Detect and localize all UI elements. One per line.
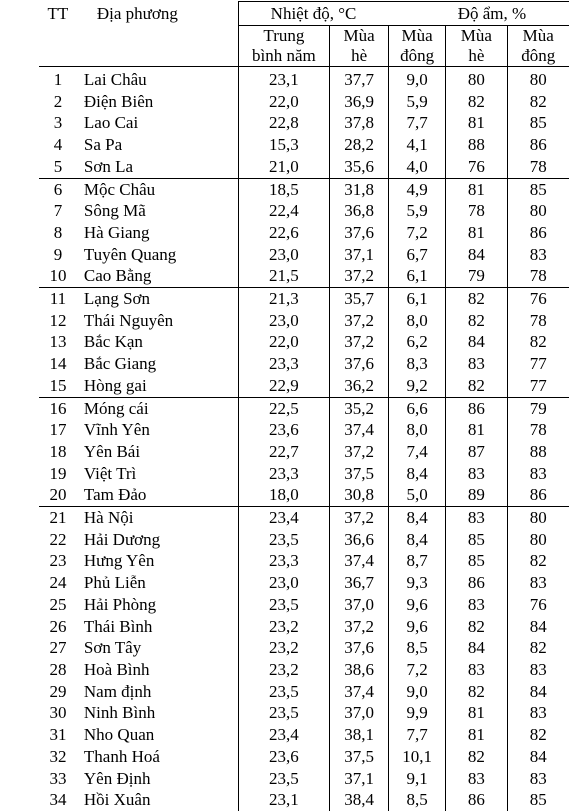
cell-tt: 21 bbox=[49, 508, 67, 528]
cell-avg-year: 23,3 bbox=[238, 353, 330, 375]
cell-humidity-summer: 82 bbox=[446, 91, 507, 113]
cell-avg-year: 22,8 bbox=[238, 112, 330, 134]
cell-humidity-summer: 84 bbox=[446, 244, 507, 266]
cell-avg-year: 18,0 bbox=[238, 484, 330, 506]
table-row bbox=[39, 529, 569, 551]
cell-humidity-summer: 82 bbox=[446, 746, 507, 768]
table-row bbox=[39, 616, 569, 638]
cell-humidity-summer: 85 bbox=[446, 550, 507, 572]
cell-tt: 16 bbox=[49, 398, 67, 418]
table-row bbox=[39, 681, 569, 703]
cell-humidity-summer: 86 bbox=[446, 397, 507, 419]
cell-humidity-summer: 81 bbox=[446, 178, 507, 200]
cell-winter-temp: 6,6 bbox=[388, 397, 445, 419]
cell-humidity-winter: 83 bbox=[507, 244, 569, 266]
table-row bbox=[39, 112, 569, 134]
cell-humidity-summer: 83 bbox=[446, 594, 507, 616]
cell-avg-year: 23,0 bbox=[238, 572, 330, 594]
cell-humidity-summer: 78 bbox=[446, 200, 507, 222]
cell-winter-temp: 9,0 bbox=[388, 67, 445, 91]
cell-tt: 18 bbox=[49, 441, 67, 461]
cell-tt: 20 bbox=[39, 484, 77, 506]
cell-humidity-winter: 84 bbox=[507, 746, 569, 768]
cell-humidity-winter: 80 bbox=[507, 507, 569, 529]
table-row bbox=[39, 768, 569, 790]
cell-tt: 23 bbox=[49, 551, 67, 571]
cell-winter-temp: 6,1 bbox=[388, 265, 445, 287]
cell-summer-temp: 37,1 bbox=[330, 244, 389, 266]
table-row bbox=[39, 724, 569, 746]
cell-humidity-summer: 83 bbox=[446, 463, 507, 485]
cell-summer-temp: 37,2 bbox=[330, 441, 389, 463]
cell-avg-year: 23,3 bbox=[238, 463, 330, 485]
cell-avg-year: 23,2 bbox=[238, 637, 330, 659]
cell-humidity-summer: 89 bbox=[446, 484, 507, 506]
cell-tt: 6 bbox=[53, 179, 63, 199]
cell-tt: 3 bbox=[53, 113, 63, 133]
table-body bbox=[39, 67, 569, 811]
header-location: Địa phương bbox=[96, 4, 178, 23]
cell-humidity-winter: 76 bbox=[507, 288, 569, 310]
cell-tt: 15 bbox=[39, 375, 77, 397]
cell-tt: 10 bbox=[39, 265, 77, 287]
cell-avg-year: 23,2 bbox=[238, 616, 330, 638]
cell-avg-year: 21,5 bbox=[238, 265, 330, 287]
cell-summer-temp: 38,1 bbox=[330, 724, 389, 746]
cell-humidity-summer: 84 bbox=[446, 637, 507, 659]
cell-location: Lai Châu bbox=[83, 70, 147, 89]
cell-summer-temp: 37,6 bbox=[330, 353, 389, 375]
cell-humidity-winter: 85 bbox=[507, 178, 569, 200]
cell-humidity-summer: 83 bbox=[446, 768, 507, 790]
cell-avg-year: 23,0 bbox=[238, 244, 330, 266]
cell-winter-temp: 10,1 bbox=[388, 746, 445, 768]
cell-location: Nam định bbox=[83, 681, 152, 701]
cell-avg-year: 22,0 bbox=[238, 331, 330, 353]
cell-winter-temp: 7,7 bbox=[388, 112, 445, 134]
cell-tt: 5 bbox=[39, 156, 77, 178]
cell-tt: 30 bbox=[49, 703, 67, 723]
cell-humidity-winter: 78 bbox=[507, 265, 569, 287]
cell-winter-temp: 8,0 bbox=[388, 310, 445, 332]
cell-summer-temp: 37,4 bbox=[330, 550, 389, 572]
climate-table bbox=[39, 1, 569, 811]
cell-winter-temp: 8,0 bbox=[388, 419, 445, 441]
cell-avg-year: 21,3 bbox=[238, 288, 330, 310]
cell-winter-temp: 8,5 bbox=[388, 789, 445, 811]
cell-summer-temp: 31,8 bbox=[330, 178, 389, 200]
cell-summer-temp: 37,1 bbox=[330, 768, 389, 790]
cell-summer-temp: 35,7 bbox=[330, 288, 389, 310]
cell-winter-temp: 6,7 bbox=[388, 244, 445, 266]
cell-tt: 24 bbox=[49, 573, 67, 593]
cell-summer-temp: 37,5 bbox=[330, 463, 389, 485]
cell-location: Hoà Bình bbox=[83, 659, 150, 679]
cell-humidity-summer: 86 bbox=[446, 572, 507, 594]
cell-humidity-winter: 85 bbox=[507, 789, 569, 811]
cell-summer-temp: 36,7 bbox=[330, 572, 389, 594]
cell-tt: 13 bbox=[49, 332, 67, 352]
cell-humidity-summer: 80 bbox=[446, 67, 507, 91]
cell-avg-year: 23,6 bbox=[238, 419, 330, 441]
cell-humidity-summer: 79 bbox=[446, 265, 507, 287]
cell-winter-temp: 7,2 bbox=[388, 222, 445, 244]
cell-humidity-winter: 86 bbox=[507, 484, 569, 506]
table-row bbox=[39, 375, 569, 397]
cell-avg-year: 22,5 bbox=[238, 397, 330, 419]
cell-summer-temp: 37,5 bbox=[330, 746, 389, 768]
cell-location: Thái Nguyên bbox=[83, 310, 174, 330]
cell-humidity-summer: 76 bbox=[446, 156, 507, 178]
cell-tt: 1 bbox=[53, 70, 63, 89]
table-row bbox=[39, 67, 569, 91]
cell-winter-temp: 9,0 bbox=[388, 681, 445, 703]
table-row bbox=[39, 637, 569, 659]
cell-humidity-summer: 88 bbox=[446, 134, 507, 156]
cell-humidity-winter: 82 bbox=[507, 550, 569, 572]
cell-humidity-summer: 81 bbox=[446, 724, 507, 746]
cell-humidity-winter: 82 bbox=[507, 724, 569, 746]
table-row bbox=[39, 156, 569, 178]
cell-humidity-summer: 82 bbox=[446, 375, 507, 397]
cell-winter-temp: 9,6 bbox=[388, 616, 445, 638]
cell-winter-temp: 5,9 bbox=[388, 91, 445, 113]
header-temperature-label: Nhiệt độ, °C bbox=[270, 4, 357, 23]
cell-tt: 11 bbox=[49, 289, 67, 309]
cell-location: Phủ Liễn bbox=[83, 573, 146, 593]
cell-summer-temp: 36,8 bbox=[330, 200, 389, 222]
cell-humidity-winter: 77 bbox=[507, 375, 569, 397]
cell-tt: 34 bbox=[49, 790, 67, 810]
header-winter: Mùa đông bbox=[388, 26, 445, 67]
cell-humidity-summer: 82 bbox=[446, 288, 507, 310]
table-row bbox=[39, 310, 569, 332]
cell-tt: 12 bbox=[49, 310, 67, 330]
cell-winter-temp: 8,4 bbox=[388, 507, 445, 529]
cell-winter-temp: 9,9 bbox=[388, 702, 445, 724]
table-row bbox=[39, 702, 569, 724]
cell-humidity-winter: 84 bbox=[507, 616, 569, 638]
cell-summer-temp: 37,0 bbox=[330, 594, 389, 616]
cell-humidity-winter: 86 bbox=[507, 134, 569, 156]
header-temperature bbox=[238, 2, 388, 26]
table-row bbox=[39, 441, 569, 463]
cell-winter-temp: 4,0 bbox=[388, 156, 445, 178]
cell-humidity-summer: 81 bbox=[446, 222, 507, 244]
cell-avg-year: 23,1 bbox=[238, 67, 330, 91]
cell-humidity-winter: 82 bbox=[507, 331, 569, 353]
header-avg-year: Trung bình năm bbox=[238, 26, 330, 67]
header-humidity-winter: Mùa đông bbox=[507, 26, 569, 67]
cell-summer-temp: 36,2 bbox=[330, 375, 389, 397]
cell-winter-temp: 8,5 bbox=[388, 637, 445, 659]
table-row bbox=[39, 463, 569, 485]
cell-humidity-winter: 76 bbox=[507, 594, 569, 616]
cell-humidity-summer: 81 bbox=[446, 419, 507, 441]
cell-summer-temp: 37,2 bbox=[330, 310, 389, 332]
cell-avg-year: 23,4 bbox=[238, 724, 330, 746]
cell-location: Điện Biên bbox=[83, 91, 154, 111]
cell-humidity-winter: 82 bbox=[507, 637, 569, 659]
cell-summer-temp: 30,8 bbox=[330, 484, 389, 506]
cell-humidity-winter: 80 bbox=[507, 529, 569, 551]
cell-avg-year: 22,4 bbox=[238, 200, 330, 222]
cell-avg-year: 22,9 bbox=[238, 375, 330, 397]
cell-location: Hải Dương bbox=[83, 529, 161, 549]
cell-location: Ninh Bình bbox=[83, 703, 156, 723]
cell-location: Sơn La bbox=[77, 156, 238, 178]
cell-humidity-summer: 85 bbox=[446, 529, 507, 551]
cell-humidity-summer: 81 bbox=[446, 702, 507, 724]
cell-avg-year: 23,5 bbox=[238, 702, 330, 724]
cell-summer-temp: 35,2 bbox=[330, 397, 389, 419]
cell-humidity-winter: 88 bbox=[507, 441, 569, 463]
cell-winter-temp: 4,9 bbox=[388, 178, 445, 200]
cell-location: Hà Nội bbox=[83, 508, 134, 528]
cell-location: Móng cái bbox=[83, 398, 149, 418]
cell-avg-year: 23,5 bbox=[238, 594, 330, 616]
cell-winter-temp: 6,1 bbox=[388, 288, 445, 310]
cell-avg-year: 22,7 bbox=[238, 441, 330, 463]
cell-humidity-winter: 78 bbox=[507, 419, 569, 441]
cell-location: Hưng Yên bbox=[83, 551, 155, 571]
cell-tt: 25 bbox=[49, 594, 67, 614]
cell-tt: 32 bbox=[49, 746, 67, 766]
cell-winter-temp: 7,2 bbox=[388, 659, 445, 681]
cell-tt: 17 bbox=[49, 420, 67, 440]
cell-winter-temp: 9,6 bbox=[388, 594, 445, 616]
cell-tt: 19 bbox=[49, 463, 67, 483]
cell-tt: 22 bbox=[49, 529, 67, 549]
table-row bbox=[39, 265, 569, 287]
cell-summer-temp: 37,2 bbox=[330, 331, 389, 353]
cell-humidity-winter: 82 bbox=[507, 91, 569, 113]
cell-winter-temp: 8,4 bbox=[388, 529, 445, 551]
cell-humidity-winter: 83 bbox=[507, 702, 569, 724]
cell-tt: 9 bbox=[53, 244, 63, 264]
table-row bbox=[39, 397, 569, 419]
cell-avg-year: 22,6 bbox=[238, 222, 330, 244]
cell-humidity-summer: 82 bbox=[446, 681, 507, 703]
cell-humidity-winter: 86 bbox=[507, 222, 569, 244]
header-tt: TT bbox=[47, 4, 69, 23]
cell-summer-temp: 37,0 bbox=[330, 702, 389, 724]
cell-tt: 27 bbox=[49, 638, 67, 658]
cell-humidity-winter: 83 bbox=[507, 659, 569, 681]
cell-humidity-summer: 83 bbox=[446, 507, 507, 529]
cell-location: Sơn Tây bbox=[83, 638, 142, 658]
table-row bbox=[39, 244, 569, 266]
cell-summer-temp: 38,6 bbox=[330, 659, 389, 681]
cell-location: Thái Bình bbox=[83, 616, 153, 636]
cell-summer-temp: 36,6 bbox=[330, 529, 389, 551]
cell-winter-temp: 7,7 bbox=[388, 724, 445, 746]
cell-tt: 2 bbox=[53, 91, 63, 111]
header-temperature-spacer bbox=[388, 2, 445, 26]
cell-location: Vĩnh Yên bbox=[83, 420, 150, 440]
cell-avg-year: 15,3 bbox=[238, 134, 330, 156]
cell-location: Việt Trì bbox=[83, 463, 137, 483]
cell-tt: 8 bbox=[53, 222, 63, 242]
cell-location: Sa Pa bbox=[83, 135, 123, 155]
header-humidity-summer: Mùa hè bbox=[446, 26, 507, 67]
cell-summer-temp: 38,4 bbox=[330, 789, 389, 811]
cell-humidity-winter: 80 bbox=[507, 67, 569, 91]
cell-tt: 7 bbox=[53, 201, 63, 221]
cell-location: Bắc Kạn bbox=[83, 332, 143, 352]
table-row bbox=[39, 91, 569, 113]
cell-location: Nho Quan bbox=[83, 725, 155, 745]
header-row-1 bbox=[39, 2, 569, 26]
table-row bbox=[39, 746, 569, 768]
cell-tt: 28 bbox=[49, 659, 67, 679]
table-row bbox=[39, 594, 569, 616]
cell-summer-temp: 37,8 bbox=[330, 112, 389, 134]
cell-winter-temp: 8,3 bbox=[388, 353, 445, 375]
table-row bbox=[39, 419, 569, 441]
table-row bbox=[39, 507, 569, 529]
table-row bbox=[39, 200, 569, 222]
cell-winter-temp: 6,2 bbox=[388, 331, 445, 353]
cell-humidity-summer: 82 bbox=[446, 616, 507, 638]
cell-winter-temp: 9,2 bbox=[388, 375, 445, 397]
cell-tt: 4 bbox=[53, 135, 63, 155]
cell-tt: 33 bbox=[49, 768, 67, 788]
cell-humidity-summer: 87 bbox=[446, 441, 507, 463]
cell-location: Hà Giang bbox=[83, 222, 150, 242]
cell-humidity-summer: 81 bbox=[446, 112, 507, 134]
cell-location: Yên Định bbox=[83, 768, 151, 788]
cell-winter-temp: 7,4 bbox=[388, 441, 445, 463]
table-row bbox=[39, 484, 569, 506]
cell-location: Thanh Hoá bbox=[83, 746, 160, 766]
cell-humidity-winter: 83 bbox=[507, 768, 569, 790]
cell-avg-year: 18,5 bbox=[238, 178, 330, 200]
cell-avg-year: 23,5 bbox=[238, 529, 330, 551]
cell-tt: 26 bbox=[49, 616, 67, 636]
cell-humidity-summer: 86 bbox=[446, 789, 507, 811]
table-row bbox=[39, 134, 569, 156]
cell-summer-temp: 37,7 bbox=[330, 67, 389, 91]
cell-location: Lạng Sơn bbox=[83, 289, 151, 309]
cell-summer-temp: 37,2 bbox=[330, 616, 389, 638]
table-row bbox=[39, 572, 569, 594]
cell-winter-temp: 5,0 bbox=[388, 484, 445, 506]
cell-location: Mộc Châu bbox=[83, 179, 156, 199]
cell-humidity-summer: 84 bbox=[446, 331, 507, 353]
cell-avg-year: 23,3 bbox=[238, 550, 330, 572]
cell-humidity-summer: 83 bbox=[446, 659, 507, 681]
cell-humidity-winter: 84 bbox=[507, 681, 569, 703]
table-row bbox=[39, 222, 569, 244]
cell-humidity-winter: 78 bbox=[507, 310, 569, 332]
table-row bbox=[39, 550, 569, 572]
cell-avg-year: 23,4 bbox=[238, 507, 330, 529]
cell-location: Tam Đảo bbox=[77, 484, 238, 506]
table-row bbox=[39, 178, 569, 200]
cell-location: Bắc Giang bbox=[83, 354, 157, 374]
cell-location: Cao Bằng bbox=[77, 265, 238, 287]
cell-summer-temp: 37,6 bbox=[330, 637, 389, 659]
cell-location: Hồi Xuân bbox=[83, 790, 151, 810]
cell-winter-temp: 5,9 bbox=[388, 200, 445, 222]
cell-humidity-winter: 78 bbox=[507, 156, 569, 178]
cell-winter-temp: 4,1 bbox=[388, 134, 445, 156]
cell-tt: 29 bbox=[49, 681, 67, 701]
cell-location: Sông Mã bbox=[83, 201, 146, 221]
cell-summer-temp: 37,4 bbox=[330, 681, 389, 703]
table-row bbox=[39, 288, 569, 310]
cell-summer-temp: 37,6 bbox=[330, 222, 389, 244]
cell-avg-year: 23,5 bbox=[238, 768, 330, 790]
cell-summer-temp: 36,9 bbox=[330, 91, 389, 113]
cell-summer-temp: 37,2 bbox=[330, 265, 389, 287]
cell-avg-year: 23,0 bbox=[238, 310, 330, 332]
cell-avg-year: 22,0 bbox=[238, 91, 330, 113]
table-row bbox=[39, 331, 569, 353]
cell-summer-temp: 35,6 bbox=[330, 156, 389, 178]
cell-winter-temp: 9,1 bbox=[388, 768, 445, 790]
table-row bbox=[39, 353, 569, 375]
cell-winter-temp: 9,3 bbox=[388, 572, 445, 594]
cell-location: Yên Bái bbox=[83, 441, 141, 461]
cell-humidity-winter: 85 bbox=[507, 112, 569, 134]
cell-location: Lao Cai bbox=[83, 113, 139, 133]
cell-humidity-winter: 79 bbox=[507, 397, 569, 419]
cell-winter-temp: 8,4 bbox=[388, 463, 445, 485]
cell-avg-year: 23,6 bbox=[238, 746, 330, 768]
cell-humidity-winter: 83 bbox=[507, 463, 569, 485]
cell-avg-year: 21,0 bbox=[238, 156, 330, 178]
cell-summer-temp: 28,2 bbox=[330, 134, 389, 156]
cell-winter-temp: 8,7 bbox=[388, 550, 445, 572]
cell-avg-year: 23,1 bbox=[238, 789, 330, 811]
cell-location: Tuyên Quang bbox=[83, 244, 177, 264]
cell-avg-year: 23,2 bbox=[238, 659, 330, 681]
cell-humidity-winter: 83 bbox=[507, 572, 569, 594]
cell-tt: 31 bbox=[49, 725, 67, 745]
header-summer: Mùa hè bbox=[330, 26, 389, 67]
cell-location: Hải Phòng bbox=[83, 594, 157, 614]
cell-summer-temp: 37,4 bbox=[330, 419, 389, 441]
table-row bbox=[39, 659, 569, 681]
cell-humidity-winter: 80 bbox=[507, 200, 569, 222]
cell-location: Hòng gai bbox=[77, 375, 238, 397]
cell-summer-temp: 37,2 bbox=[330, 507, 389, 529]
cell-humidity-summer: 83 bbox=[446, 353, 507, 375]
cell-avg-year: 23,5 bbox=[238, 681, 330, 703]
cell-humidity-winter: 77 bbox=[507, 353, 569, 375]
header-humidity: Độ ẩm, % bbox=[446, 2, 569, 26]
cell-humidity-summer: 82 bbox=[446, 310, 507, 332]
cell-tt: 14 bbox=[49, 354, 67, 374]
header-row-2 bbox=[39, 26, 569, 67]
